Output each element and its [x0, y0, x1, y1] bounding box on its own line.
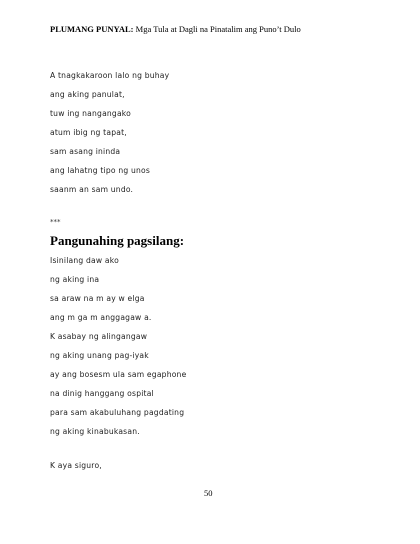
verse-line: ang lahatng tipo ng unos: [50, 166, 150, 175]
section-separator: ***: [50, 218, 61, 226]
verse-line: sa araw na m ay w elga: [50, 294, 145, 303]
verse-line: K asabay ng alingangaw: [50, 332, 148, 341]
header-title: PLUMANG PUNYAL:: [50, 24, 134, 34]
verse-line: sam asang ininda: [50, 147, 121, 156]
verse-line: ng aking ina: [50, 275, 100, 284]
header-subtitle: Mga Tula at Dagli na Pinatalim ang Puno’t Dulo: [133, 24, 301, 34]
verse-line: ay ang bosesm ula sam egaphone: [50, 370, 187, 379]
verse-line: tuw ing nangangako: [50, 109, 131, 118]
verse-line: ang m ga m anggagaw a.: [50, 313, 152, 322]
running-header: [50, 24, 301, 34]
verse-line: na dinig hanggang ospital: [50, 389, 154, 398]
verse-line: A tnagkakaroon lalo ng buhay: [50, 71, 170, 80]
verse-line: K aya siguro,: [50, 461, 102, 470]
verse-line: atum ibig ng tapat,: [50, 128, 127, 137]
section-heading: Pangunahing pagsilang:: [50, 233, 185, 248]
verse-line: Isinilang daw ako: [50, 256, 119, 265]
verse-line: saanm an sam undo.: [50, 185, 134, 194]
verse-line: ang aking panulat,: [50, 90, 125, 99]
verse-line: para sam akabuluhang pagdating: [50, 408, 185, 417]
verse-line: ng aking kinabukasan.: [50, 427, 140, 436]
page-number: 50: [204, 488, 213, 498]
verse-line: ng aking unang pag-iyak: [50, 351, 149, 360]
